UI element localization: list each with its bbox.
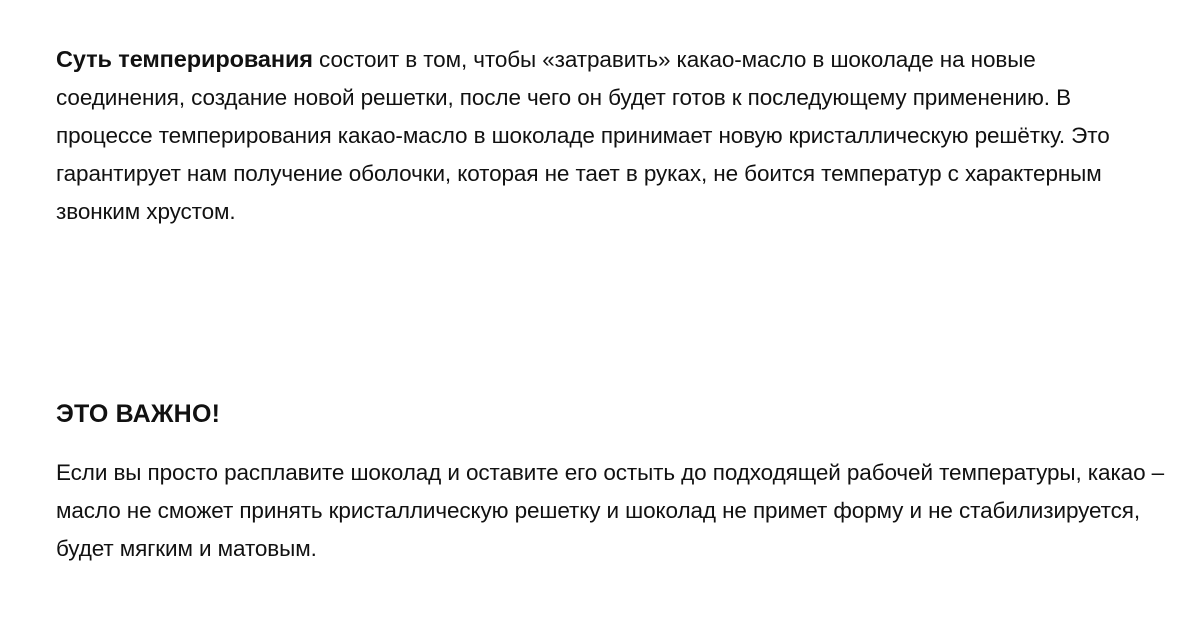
intro-text: состоит в том, чтобы «затравить» какао-масло в шоколаде на новые соединения, создание новой решетки, после чего он будет готов к последующему применению. В процессе темперирования какао-масло в шоколаде принимает новую кристаллическую решётку. Это гарантирует нам получение оболочки, которая не тает в руках, не боится температур с характерным звонким хрустом. [56, 47, 1110, 224]
important-paragraph: Если вы просто расплавите шоколад и оставите его остыть до подходящей рабочей температуры, какао – масло не сможет принять кристаллическую решетку и шоколад не примет форму и не стабилизируется, будет мягким и матовым. [56, 460, 1165, 561]
intro-paragraph [56, 40, 1166, 231]
intro-lead-term: Суть темперирования [56, 46, 313, 72]
important-heading: ЭТО ВАЖНО! [56, 400, 221, 428]
